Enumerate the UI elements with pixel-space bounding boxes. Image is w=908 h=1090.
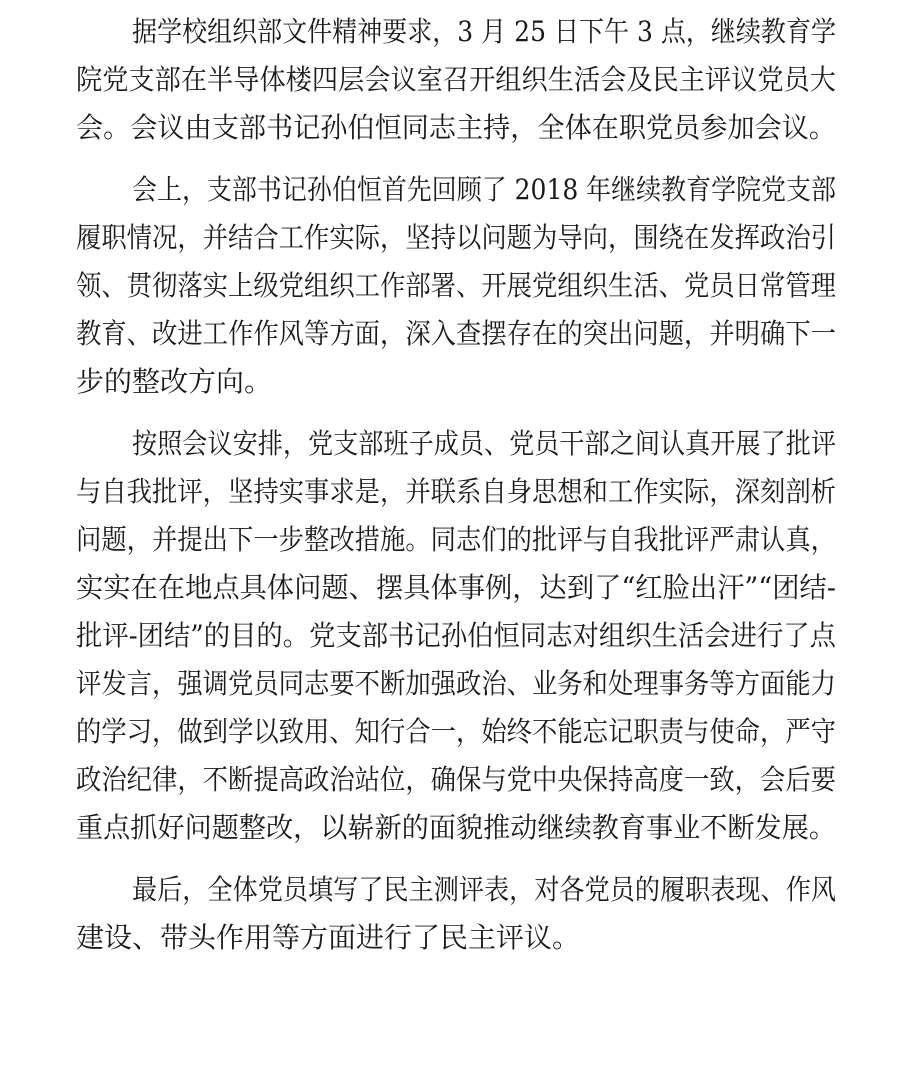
paragraph-3 bbox=[76, 420, 836, 852]
text-line bbox=[76, 612, 836, 660]
line-text: 最后，全体党员填写了民主测评表，对各党员的履职表现、作风 bbox=[132, 873, 836, 906]
line-text: 问题，并提出下一步整改措施。同志们的批评与自我批评严肃认真， bbox=[76, 523, 836, 556]
text-line bbox=[76, 564, 836, 612]
line-text: 评发言，强调党员同志要不断加强政治、业务和处理事务等方面能力 bbox=[76, 667, 836, 700]
text-line bbox=[76, 708, 836, 756]
text-line bbox=[76, 358, 836, 406]
line-text: 会上，支部书记孙伯恒首先回顾了 2018 年继续教育学院党支部 bbox=[132, 173, 836, 206]
text-line bbox=[76, 104, 836, 152]
text-line bbox=[76, 756, 836, 804]
text-line bbox=[76, 804, 836, 852]
text-line bbox=[76, 8, 836, 56]
line-text: 会。会议由支部书记孙伯恒同志主持，全体在职党员参加会议。 bbox=[76, 111, 836, 144]
line-text: 政治纪律，不断提高政治站位，确保与党中央保持高度一致，会后要 bbox=[76, 763, 836, 796]
line-text: 领、贯彻落实上级党组织工作部署、开展党组织生活、党员日常管理 bbox=[76, 269, 836, 302]
line-text: 院党支部在半导体楼四层会议室召开组织生活会及民主评议党员大 bbox=[76, 63, 836, 96]
text-line bbox=[76, 214, 836, 262]
line-text: 实实在在地点具体问题、摆具体事例，达到了“红脸出汗”“团结- bbox=[76, 571, 836, 604]
line-text: 建设、带头作用等方面进行了民主评议。 bbox=[76, 921, 581, 954]
text-line bbox=[76, 660, 836, 708]
text-line bbox=[76, 310, 836, 358]
line-text: 据学校组织部文件精神要求，3 月 25 日下午 3 点，继续教育学 bbox=[132, 15, 836, 48]
text-line bbox=[76, 166, 836, 214]
paragraph-4 bbox=[76, 866, 836, 962]
line-text: 批评-团结”的目的。党支部书记孙伯恒同志对组织生活会进行了点 bbox=[76, 619, 836, 652]
text-line bbox=[76, 420, 836, 468]
line-text: 的学习，做到学以致用、知行合一，始终不能忘记职责与使命，严守 bbox=[76, 715, 836, 748]
line-text: 步的整改方向。 bbox=[76, 365, 273, 398]
line-text: 与自我批评，坚持实事求是，并联系自身思想和工作实际，深刻剖析 bbox=[76, 475, 836, 508]
paragraph-1 bbox=[76, 8, 836, 152]
text-line bbox=[76, 914, 836, 962]
text-line bbox=[76, 468, 836, 516]
text-line bbox=[76, 516, 836, 564]
text-line bbox=[76, 262, 836, 310]
document-body bbox=[76, 8, 836, 976]
line-text: 按照会议安排，党支部班子成员、党员干部之间认真开展了批评 bbox=[132, 427, 836, 460]
text-line bbox=[76, 866, 836, 914]
line-text: 履职情况，并结合工作实际，坚持以问题为导向，围绕在发挥政治引 bbox=[76, 221, 836, 254]
paragraph-2 bbox=[76, 166, 836, 406]
line-text: 重点抓好问题整改，以崭新的面貌推动继续教育事业不断发展。 bbox=[76, 811, 836, 844]
text-line bbox=[76, 56, 836, 104]
line-text: 教育、改进工作作风等方面，深入查摆存在的突出问题，并明确下一 bbox=[76, 317, 836, 350]
